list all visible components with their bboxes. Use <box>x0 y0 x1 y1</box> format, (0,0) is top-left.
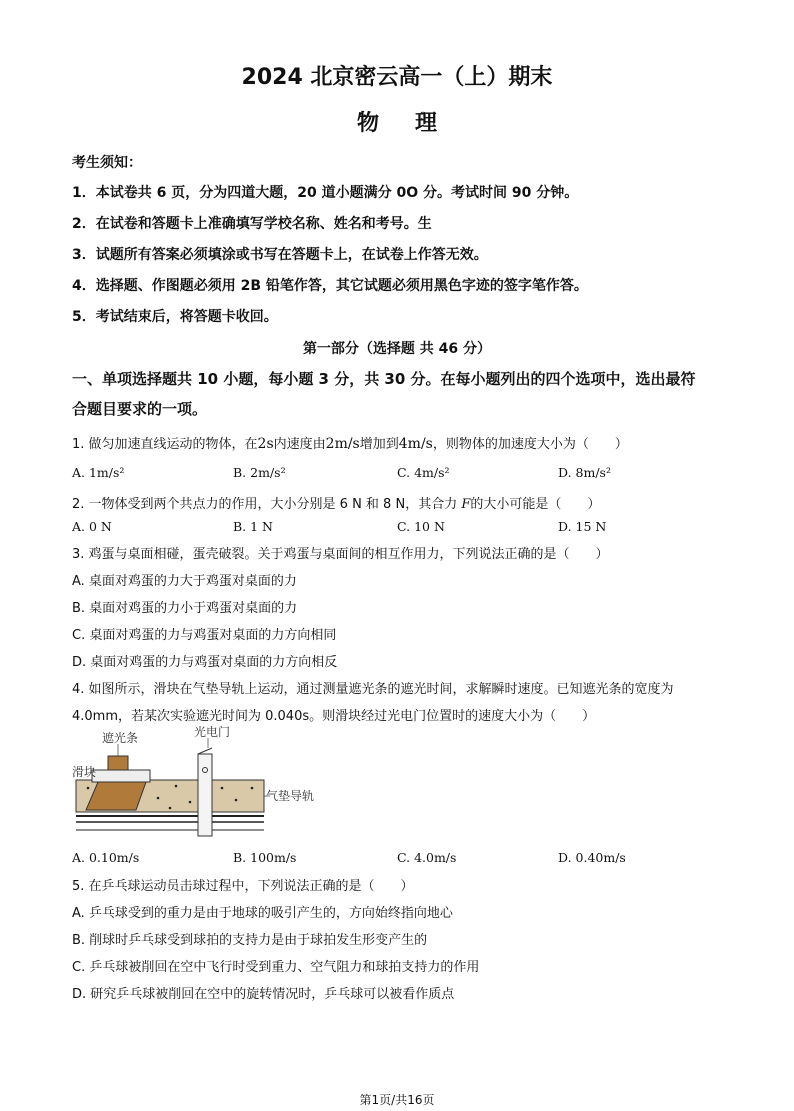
q1-text-mid1: 内速度由 <box>273 437 326 452</box>
subject-title: 物理 <box>356 111 473 136</box>
label-air-track: 气垫导轨 <box>266 789 315 803</box>
notice-item-1: 1．本试卷共 6 页，分为四道大题，20 道小题满分 0O 分。考试时间 90 分钟。 <box>72 185 579 201</box>
photogate-top-edge <box>198 748 212 754</box>
q4-option-c[interactable]: C. 4.0m/s <box>397 850 457 865</box>
q2-text-pre: 2. 一物体受到两个共点力的作用，大小分别是 6 N 和 8 N，其合力 <box>72 497 462 512</box>
q5-option-d[interactable]: D. 研究乒乓球被削回在空中的旋转情况时，乒乓球可以被看作质点 <box>72 987 455 1002</box>
question-1-stem <box>72 433 628 452</box>
q5-option-c[interactable]: C. 乒乓球被削回在空中飞行时受到重力、空气阻力和球拍支持力的作用 <box>72 960 480 975</box>
air-track-diagram <box>72 726 332 844</box>
notice-item-3: 3．试题所有答案必须填涂或书写在答题卡上，在试卷上作答无效。 <box>72 247 488 263</box>
notice-item-2: 2．在试卷和答题卡上准确填写学校名称、姓名和考号。生 <box>72 216 432 232</box>
photogate <box>198 754 212 836</box>
q4-option-a[interactable]: A. 0.10m/s <box>72 850 140 865</box>
part-one-title: 第一部分（选择题 共 46 分） <box>302 341 492 357</box>
section-instructions-line2: 合题目要求的一项。 <box>72 400 208 418</box>
q1-option-b[interactable]: B. 2m/s² <box>233 465 286 480</box>
q4-option-b[interactable]: B. 100m/s <box>233 850 297 865</box>
question-4-stem-line1: 4. 如图所示，滑块在气垫导轨上运动，通过测量遮光条的遮光时间，求解瞬时速度。已知遮光条的宽度为 <box>72 682 674 697</box>
q1-final-velocity: 4m/s <box>398 436 433 452</box>
q2-option-a[interactable]: A. 0 N <box>72 519 112 534</box>
question-2-stem <box>72 493 600 512</box>
slider-top-plate <box>92 770 150 782</box>
question-5-stem: 5. 在乒乓球运动员击球过程中，下列说法正确的是（ ） <box>72 879 414 894</box>
q2-text-post: 的大小可能是（ ） <box>470 497 601 512</box>
q3-option-b[interactable]: B. 桌面对鸡蛋的力小于鸡蛋对桌面的力 <box>72 601 298 616</box>
q1-option-a[interactable]: A. 1m/s² <box>72 465 125 480</box>
q3-option-c[interactable]: C. 桌面对鸡蛋的力与鸡蛋对桌面的力方向相同 <box>72 628 337 643</box>
q1-initial-velocity: 2m/s <box>325 436 360 452</box>
q1-option-d[interactable]: D. 8m/s² <box>558 465 611 480</box>
notice-heading: 考生须知： <box>72 155 142 171</box>
q4-option-d[interactable]: D. 0.40m/s <box>558 850 626 865</box>
air-track-figure <box>72 726 332 844</box>
page-number-footer: 第1页/共16页 <box>359 1093 435 1107</box>
q5-option-a[interactable]: A. 乒乓球受到的重力是由于地球的吸引产生的，方向始终指向地心 <box>72 906 453 921</box>
notice-item-4: 4．选择题、作图题必须用 2B 铅笔作答，其它试题必须用黑色字迹的签字笔作答。 <box>72 278 588 294</box>
q5-option-b[interactable]: B. 削球时乒乓球受到球拍的支持力是由于球拍发生形变产生的 <box>72 933 428 948</box>
q1-text-mid2: 增加到 <box>359 437 399 452</box>
question-4-stem-line2: 4.0mm，若某次实验遮光时间为 0.040s。则滑块经过光电门位置时的速度大小为（ ） <box>72 709 596 724</box>
exam-title: 2024 北京密云高一（上）期末 <box>241 65 553 90</box>
q2-option-b[interactable]: B. 1 N <box>233 519 273 534</box>
label-shading-strip: 遮光条 <box>102 731 139 745</box>
label-slider: 滑块 <box>72 765 97 779</box>
q3-option-a[interactable]: A. 桌面对鸡蛋的力大于鸡蛋对桌面的力 <box>72 574 297 589</box>
notice-item-5: 5．考试结束后，将答题卡收回。 <box>72 309 278 325</box>
q1-option-c[interactable]: C. 4m/s² <box>397 465 450 480</box>
section-instructions-line1: 一、单项选择题共 10 小题，每小题 3 分，共 30 分。在每小题列出的四个选项中，选出最符 <box>72 370 696 388</box>
label-photogate: 光电门 <box>194 726 231 739</box>
q2-option-c[interactable]: C. 10 N <box>397 519 445 534</box>
q2-force-symbol: F <box>461 497 471 512</box>
q3-option-d[interactable]: D. 桌面对鸡蛋的力与鸡蛋对桌面的力方向相反 <box>72 655 338 670</box>
q2-option-d[interactable]: D. 15 N <box>558 519 607 534</box>
q1-text-pre: 1. 做匀加速直线运动的物体，在 <box>72 437 258 452</box>
q1-time: 2s <box>257 436 274 452</box>
q1-text-post: ，则物体的加速度大小为（ ） <box>432 437 628 452</box>
question-3-stem: 3. 鸡蛋与桌面相碰，蛋壳破裂。关于鸡蛋与桌面间的相互作用力，下列说法正确的是（ ） <box>72 547 609 562</box>
shading-strip <box>108 756 128 770</box>
